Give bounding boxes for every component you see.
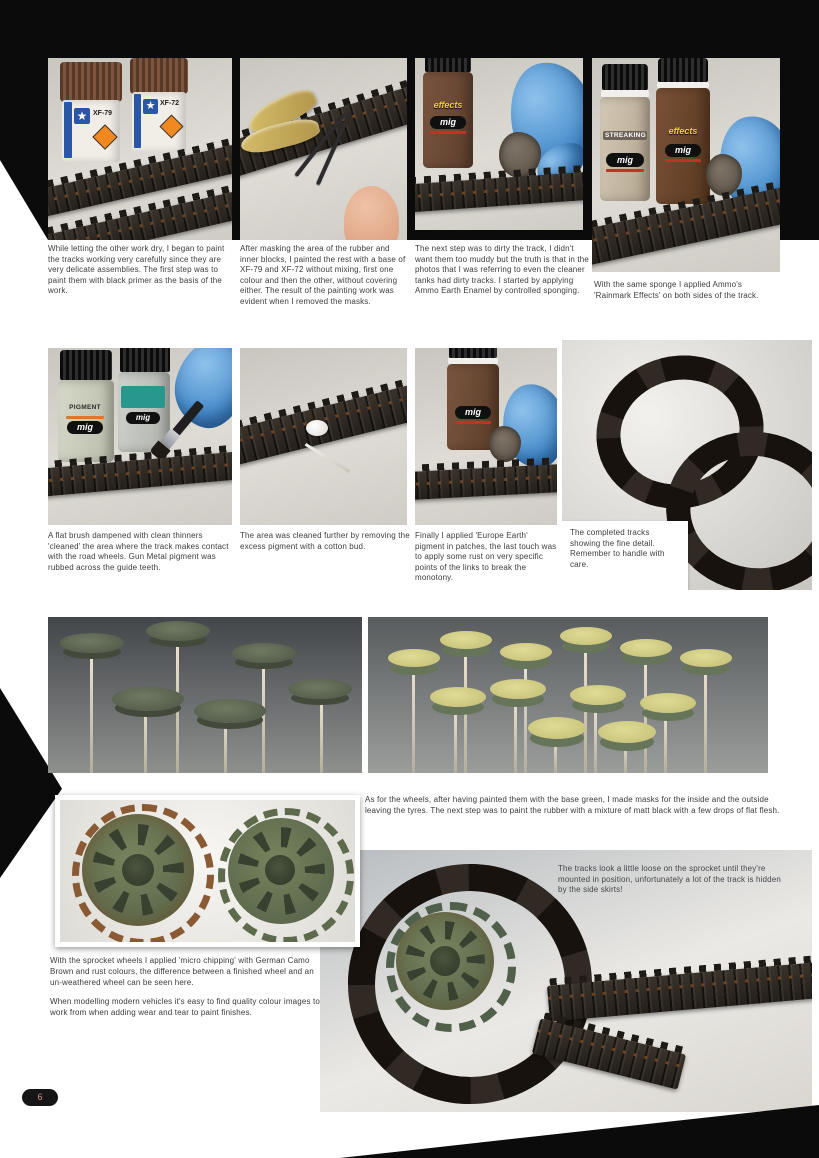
wheel-stick bbox=[664, 709, 667, 773]
paint-jar-xf79 bbox=[62, 100, 120, 162]
masked-road-wheel bbox=[528, 717, 586, 739]
masked-road-wheel bbox=[388, 649, 440, 667]
bottle-cap bbox=[120, 348, 170, 372]
photo-completed-tracks bbox=[562, 340, 812, 590]
fingertip bbox=[344, 186, 399, 240]
bottle-cap bbox=[449, 348, 497, 358]
wheel-stick bbox=[704, 663, 707, 773]
nature-effects-bottle bbox=[656, 88, 710, 204]
photo-pigment-patches bbox=[415, 348, 557, 525]
bottom-right-black-wedge bbox=[340, 1105, 819, 1158]
wheel-stick bbox=[464, 645, 467, 773]
sprocket-hub bbox=[122, 854, 154, 886]
masked-road-wheel bbox=[570, 685, 626, 705]
road-wheel bbox=[60, 633, 124, 653]
blue-glove bbox=[166, 348, 232, 435]
wheel-stick bbox=[90, 647, 93, 773]
caption-step-4: With the same sponge I applied Ammo's 'Rainmark Effects' on both sides of the track. bbox=[594, 280, 759, 300]
mig-logo: mig bbox=[665, 144, 701, 157]
tank-track-run bbox=[415, 172, 583, 213]
road-wheel bbox=[146, 621, 210, 641]
caption-step-1: While letting the other work dry, I began to paint the tracks working very carefully since they are very delicate assemblies. The first step was to paint them with black primer as the basis of the work. bbox=[48, 244, 225, 296]
caption-step-2: After masking the area of the rubber and inner blocks, I painted the rest with a base of XF-79 and XF-72 without mixing, first one colour and then the other, without covering either. The result of the painting work was evident when I removed the masks. bbox=[240, 244, 406, 306]
wheel-stick bbox=[554, 733, 557, 773]
masked-road-wheel bbox=[560, 627, 612, 645]
bottle-cap bbox=[602, 64, 648, 90]
masked-road-wheel bbox=[440, 631, 492, 649]
mig-logo: mig bbox=[67, 421, 103, 434]
tamiya-star-icon: ★ bbox=[74, 108, 90, 124]
wheel-stick bbox=[514, 695, 517, 773]
caption-step-8: The completed tracks showing the fine detail. Remember to handle with care. bbox=[570, 528, 665, 569]
photo-wheels-base-green bbox=[48, 617, 362, 773]
bottle-cap bbox=[425, 58, 471, 72]
tank-track-run bbox=[415, 464, 557, 500]
label-red-bar bbox=[606, 169, 644, 172]
flammable-warning-icon bbox=[92, 124, 117, 149]
tracks-note: The tracks look a little loose on the sprocket until they're mounted in position, unfortunately a lot of the track is hidden by the side skirts! bbox=[558, 864, 781, 895]
masked-road-wheel bbox=[640, 693, 696, 713]
photo-earth-enamel-sponging bbox=[415, 58, 583, 230]
sprocket-hub bbox=[265, 855, 295, 885]
road-wheel bbox=[288, 679, 352, 699]
photo-wheels-masked bbox=[368, 617, 768, 773]
label-stripe bbox=[134, 94, 141, 148]
road-wheel bbox=[112, 687, 184, 711]
paint-jar-xf72 bbox=[132, 92, 186, 152]
wheel-stick bbox=[644, 653, 647, 773]
masked-road-wheel bbox=[490, 679, 546, 699]
photo-track-on-sprocket bbox=[320, 850, 812, 1112]
photo-rainmark-effects bbox=[592, 58, 780, 272]
tamiya-star-icon: ★ bbox=[143, 99, 158, 114]
effects-bottle bbox=[423, 72, 473, 168]
slack-track bbox=[532, 1018, 686, 1089]
sprocket-notes bbox=[50, 956, 322, 1028]
pigment-label: PIGMENT bbox=[69, 404, 101, 411]
caption-step-5: A flat brush dampened with clean thinners 'cleaned' the area where the track makes contact with the road wheels. Gun Metal pigment was rubbed across the guide teeth. bbox=[48, 531, 229, 572]
bottle-collar bbox=[601, 90, 649, 97]
masked-road-wheel bbox=[500, 643, 552, 661]
label-red-bar bbox=[455, 421, 491, 424]
wheel-stick bbox=[454, 703, 457, 773]
pigment-bottle bbox=[58, 380, 114, 462]
caption-box bbox=[562, 521, 688, 590]
masked-road-wheel bbox=[430, 687, 486, 707]
sprocket-note-2: When modelling modern vehicles it's easy to find quality colour images to work from when adding wear and tear to paint finishes. bbox=[50, 997, 320, 1018]
label-red-bar bbox=[430, 131, 466, 134]
mig-logo: mig bbox=[430, 116, 466, 129]
mig-logo: mig bbox=[606, 153, 644, 167]
flammable-warning-icon bbox=[159, 114, 183, 138]
caption-step-3: The next step was to dirty the track, I didn't want them too muddy but the truth is that in the photos that I was referring to even the cleaner tanks had dirty tracks. I started by applying Ammo Earth Enamel by controlled sponging. bbox=[415, 244, 589, 296]
photo-tamiya-paints-tracks bbox=[48, 58, 232, 240]
photo-sprocket-wheels bbox=[55, 795, 360, 947]
bottle-cap bbox=[658, 58, 708, 82]
sprocket-note-1: With the sprocket wheels I applied 'micro chipping' with German Camo Brown and rust colours, the difference between a finished wheel and an un-weathered wheel can be seen here. bbox=[50, 956, 314, 987]
road-wheel bbox=[194, 699, 266, 723]
masked-road-wheel bbox=[620, 639, 672, 657]
effects-label: effects bbox=[668, 126, 698, 136]
road-wheel bbox=[232, 643, 296, 663]
streaking-effects-bottle bbox=[600, 97, 650, 201]
wheel-stick bbox=[594, 701, 597, 773]
wheels-intro-paragraph: As for the wheels, after having painted them with the base green, I made masks for the inside and the outside leaving the tyres. The next step was to paint the rubber with a mixture of matt black with a few drops of flat flesh. bbox=[365, 795, 780, 815]
label-orange-bar bbox=[66, 416, 104, 419]
label-red-bar bbox=[665, 159, 701, 162]
photo-cotton-bud-cleaning bbox=[240, 348, 407, 525]
wheel-stick bbox=[144, 701, 147, 773]
photo-masking-tracks bbox=[240, 58, 407, 240]
wheel-stick bbox=[412, 663, 415, 773]
bottle-cap bbox=[60, 350, 112, 380]
caption-step-7: Finally I applied 'Europe Earth' pigment in patches, the last touch was to apply some rust on very specific points of the links to break the monotony. bbox=[415, 531, 557, 583]
cotton-bud-tip bbox=[306, 420, 328, 436]
teal-label-band bbox=[121, 386, 165, 408]
mig-logo: mig bbox=[455, 406, 491, 419]
label-stripe bbox=[64, 102, 72, 158]
paint-jar-cap bbox=[60, 62, 122, 102]
masked-road-wheel bbox=[598, 721, 656, 743]
streaking-label: STREAKING bbox=[605, 132, 646, 139]
paint-code-xf79: XF-79 bbox=[93, 110, 113, 117]
caption-step-6: The area was cleaned further by removing the excess pigment with a cotton bud. bbox=[240, 531, 410, 551]
photo-pigment-brush bbox=[48, 348, 232, 525]
wheel-stick bbox=[584, 641, 587, 773]
wheel-stick bbox=[320, 693, 323, 773]
tank-track-run bbox=[48, 451, 232, 497]
effects-label: effects bbox=[433, 100, 463, 110]
cotton-bud-stick bbox=[305, 443, 351, 473]
page-number-badge: 6 bbox=[22, 1089, 58, 1106]
mig-logo: mig bbox=[126, 412, 160, 424]
wheel-stick bbox=[524, 657, 527, 773]
paint-code-xf72: XF-72 bbox=[160, 100, 180, 107]
masked-road-wheel bbox=[680, 649, 732, 667]
sprocket-hub bbox=[430, 946, 460, 976]
paint-jar-cap bbox=[130, 58, 188, 94]
